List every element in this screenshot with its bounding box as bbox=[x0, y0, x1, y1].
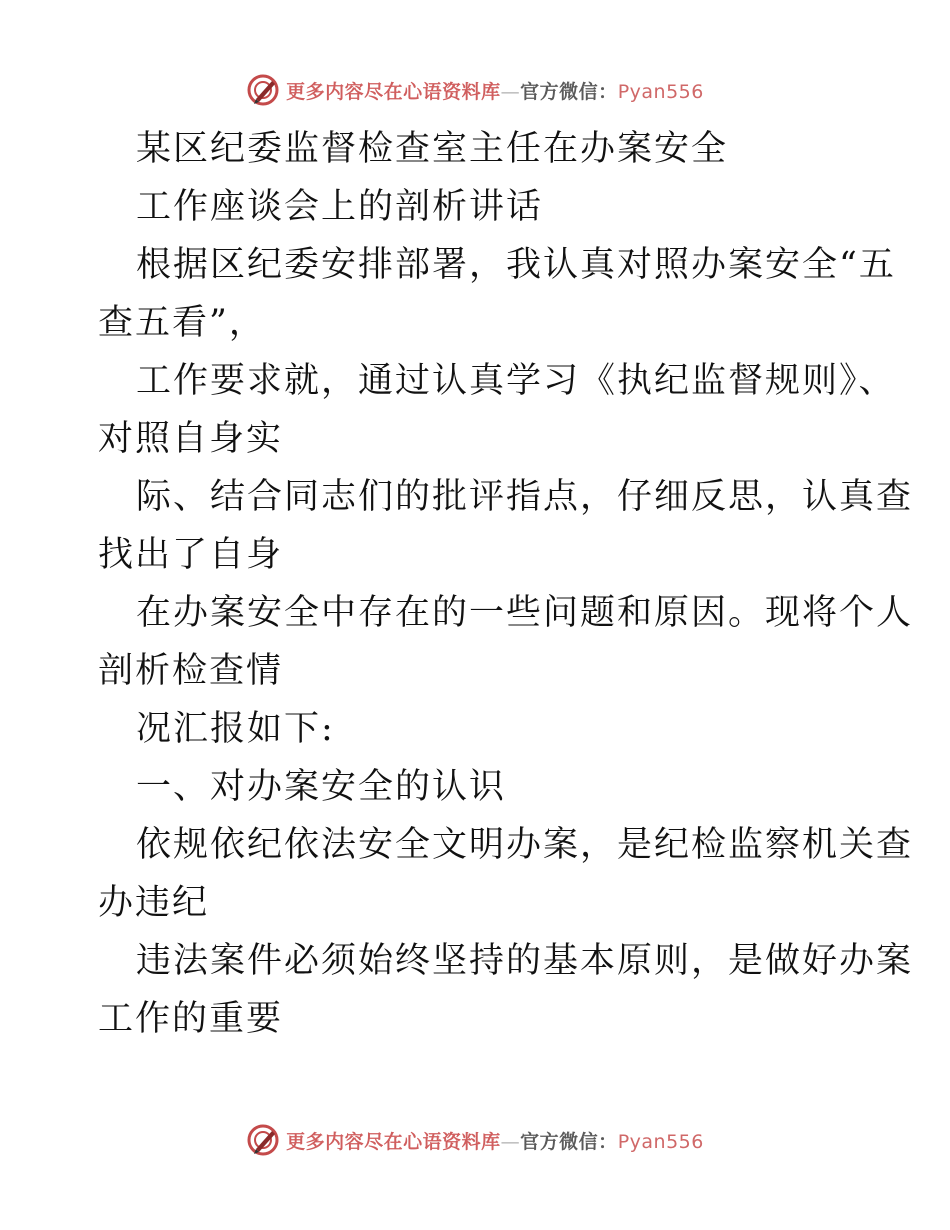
paragraph-line: 工作要求就，通过认真学习《执纪监督规则》、 bbox=[136, 361, 896, 401]
section-heading: 一、对办案安全的认识 bbox=[136, 767, 507, 807]
paragraph-line: 依规依纪依法安全文明办案，是纪检监察机关查 bbox=[136, 825, 914, 865]
title-line-1: 某区纪委监督检查室主任在办案安全 bbox=[136, 129, 729, 169]
paragraph-line: 在办案安全中存在的一些问题和原因。现将个人 bbox=[136, 593, 914, 633]
paragraph-line: 际、结合同志们的批评指点，仔细反思，认真查 bbox=[136, 477, 914, 517]
banner-wechat-label: 官方微信： bbox=[520, 1130, 618, 1153]
paragraph-line: 违法案件必须始终坚持的基本原则，是做好办案 bbox=[136, 941, 914, 981]
banner-wechat-id: Pyan556 bbox=[617, 1130, 704, 1153]
banner-wechat-label: 官方微信： bbox=[520, 80, 618, 103]
pen-logo-icon bbox=[246, 73, 280, 107]
paragraph-line: 况汇报如下: bbox=[136, 709, 335, 749]
banner-wechat-id: Pyan556 bbox=[617, 80, 704, 103]
banner-separator: — bbox=[500, 1130, 521, 1153]
paragraph-line: 剖析检查情 bbox=[98, 651, 284, 691]
banner-separator: — bbox=[500, 80, 521, 103]
banner-text bbox=[286, 77, 704, 104]
paragraph-line: 工作的重要 bbox=[98, 999, 284, 1039]
paragraph-line: 查五看”， bbox=[98, 303, 266, 343]
paragraph-line: 办违纪 bbox=[98, 883, 210, 923]
document-body bbox=[98, 120, 914, 1048]
banner-lead-text: 更多内容尽在心语资料库 bbox=[286, 80, 501, 103]
paragraph-line: 找出了自身 bbox=[98, 535, 284, 575]
paragraph-line: 根据区纪委安排部署，我认真对照办案安全“五 bbox=[136, 245, 896, 285]
title-line-2: 工作座谈会上的剖析讲话 bbox=[136, 187, 544, 227]
header-banner bbox=[0, 68, 950, 112]
footer-banner bbox=[0, 1118, 950, 1162]
banner-text bbox=[286, 1127, 704, 1154]
pen-logo-icon bbox=[246, 1123, 280, 1157]
paragraph-line: 对照自身实 bbox=[98, 419, 284, 459]
banner-lead-text: 更多内容尽在心语资料库 bbox=[286, 1130, 501, 1153]
